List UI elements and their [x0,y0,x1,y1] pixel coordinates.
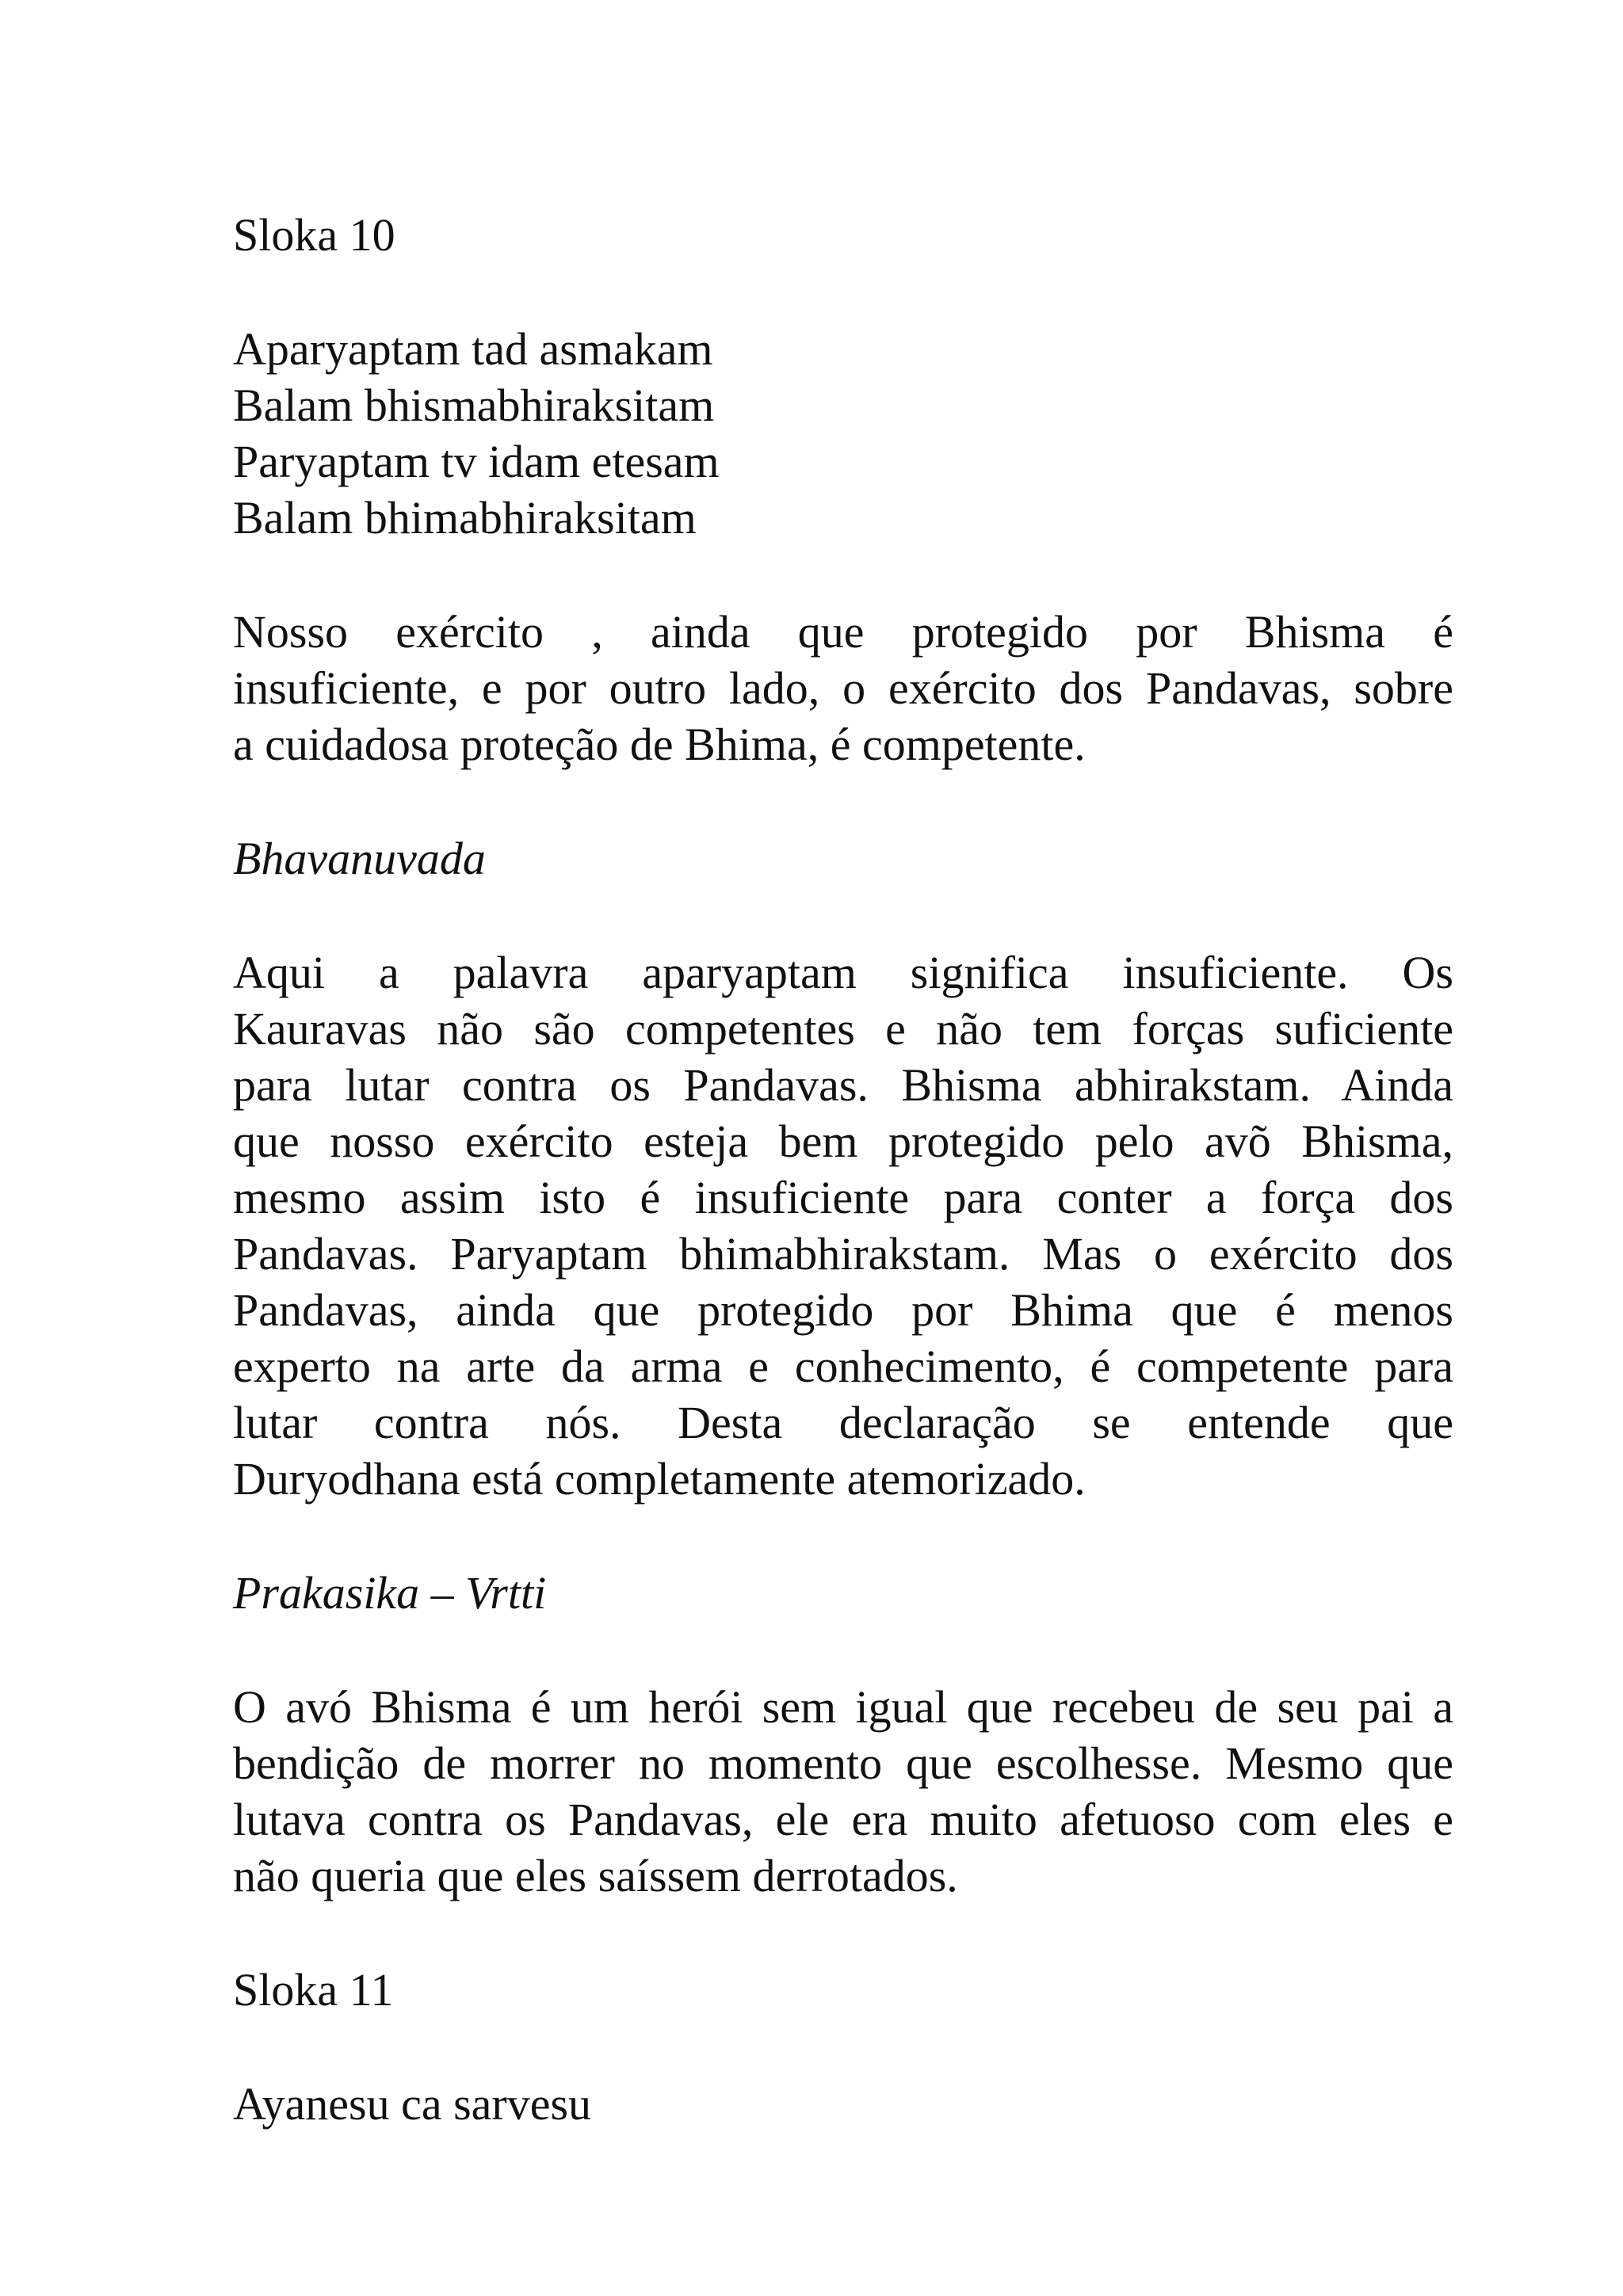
bhavanuvada-line-10: Duryodhana está completamente atemorizado. [233,1453,1086,1505]
bhavanuvada-line-5: mesmo assim isto é insuficiente para conter a força dos [233,1172,1453,1223]
bhavanuvada-line-6: Pandavas. Paryaptam bhimabhirakstam. Mas o exército dos [233,1228,1453,1280]
bhavanuvada-line-1: Aqui a palavra aparyaptam significa insuficiente. Os [233,947,1453,998]
sloka-11-verse-line-1: Ayanesu ca sarvesu [233,2078,592,2130]
sloka-10-verse-line-3: Paryaptam tv idam etesam [233,436,720,487]
bhavanuvada-line-8: experto na arte da arma e conhecimento, é competente para [233,1341,1453,1392]
prakasika-line-1: O avó Bhisma é um herói sem igual que recebeu de seu pai a [233,1681,1453,1733]
bhavanuvada-line-3: para lutar contra os Pandavas. Bhisma abhirakstam. Ainda [233,1059,1453,1111]
prakasika-line-2: bendição de morrer no momento que escolhesse. Mesmo que [233,1737,1453,1789]
prakasika-line-4: não queria que eles saíssem derrotados. [233,1850,958,1901]
prakasika-line-3: lutava contra os Pandavas, ele era muito afetuoso com eles e [233,1794,1453,1845]
sloka-10-verse-line-2: Balam bhismabhiraksitam [233,379,715,431]
translation-line-3: a cuidadosa proteção de Bhima, é competente. [233,719,1086,770]
sloka-10-heading: Sloka 10 [233,209,395,261]
sloka-11-heading: Sloka 11 [233,1964,394,2016]
sloka-10-verse-line-1: Aparyaptam tad asmakam [233,323,713,375]
bhavanuvada-line-9: lutar contra nós. Desta declaração se entende que [233,1397,1453,1448]
bhavanuvada-line-7: Pandavas, ainda que protegido por Bhima que é menos [233,1284,1453,1336]
prakasika-heading: Prakasika – Vrtti [233,1567,547,1619]
translation-line-1: Nosso exército , ainda que protegido por Bhisma é [233,606,1453,658]
bhavanuvada-heading: Bhavanuvada [233,833,486,884]
translation-line-2: insuficiente, e por outro lado, o exército dos Pandavas, sobre [233,662,1453,714]
sloka-10-verse-line-4: Balam bhimabhiraksitam [233,492,697,543]
bhavanuvada-line-2: Kauravas não são competentes e não tem forças suficiente [233,1003,1453,1055]
bhavanuvada-line-4: que nosso exército esteja bem protegido pelo avõ Bhisma, [233,1116,1453,1167]
